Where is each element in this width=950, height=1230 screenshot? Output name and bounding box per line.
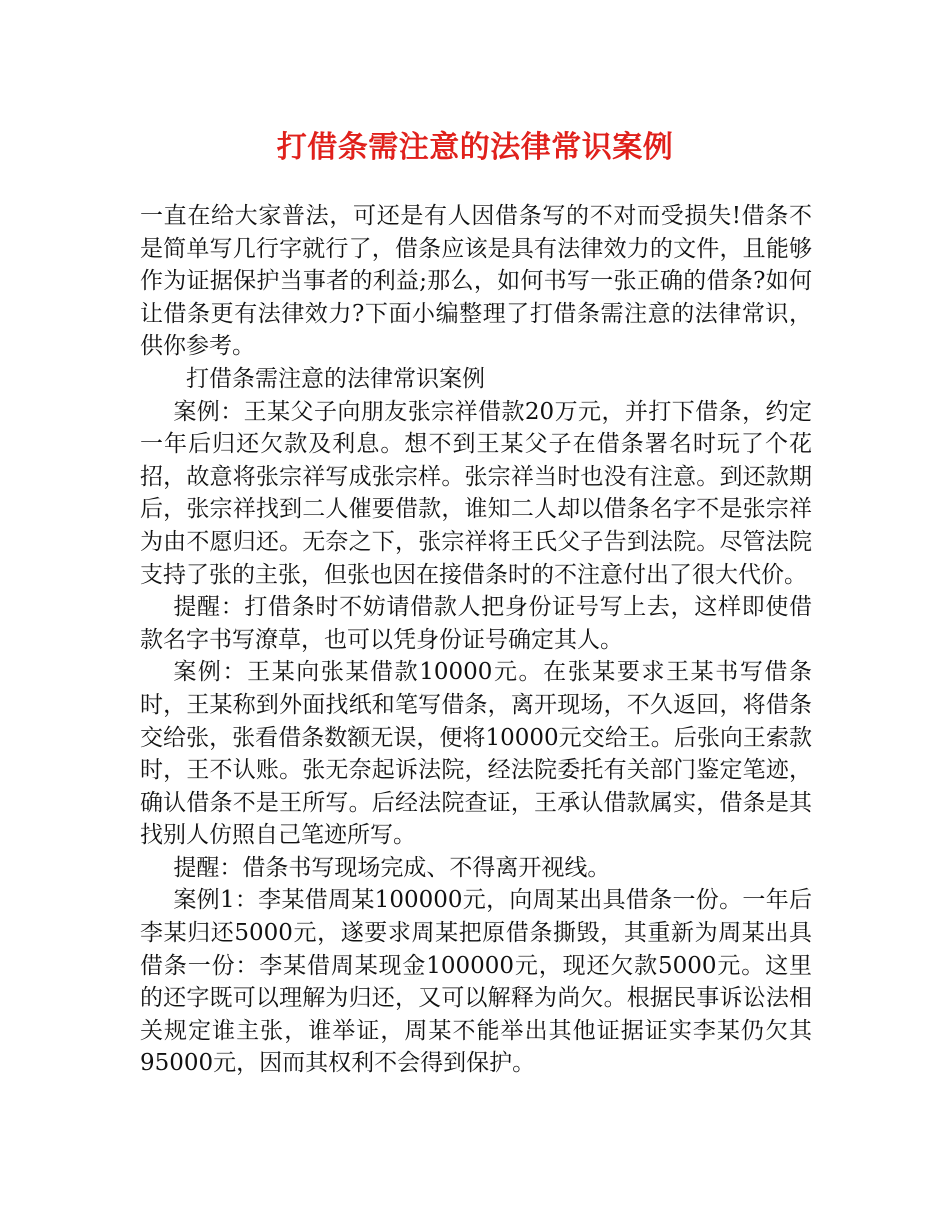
section-heading: 打借条需注意的法律常识案例 — [186, 365, 485, 392]
document-title: 打借条需注意的法律常识案例 — [276, 130, 674, 165]
intro-paragraph: 一直在给大家普法，可还是有人因借条写的不对而受损失!借条不是简单写几行字就行了，借条应该是具有法律效力的文件，且能够作为证据保护当事者的利益;那么，如何书写一张正确的借条?如何让借条更有法律效力?下面小编整理了打借条需注意的法律常识，供你参考。 — [140, 203, 812, 360]
case-paragraph-2: 案例：王某向张某借款10000元。在张某要求王某书写借条时，王某称到外面找纸和笔写借条，离开现场，不久返回，将借条交给张，张看借条数额无误，便将10000元交给王。后张向王索款时，王不认账。张无奈起诉法院，经法院委托有关部门鉴定笔迹，确认借条不是王所写。后经法院查证，王承认借款属实，借条是其找别人仿照自己笔迹所写。 — [140, 659, 812, 849]
case-paragraph-3: 案例1：李某借周某100000元，向周某出具借条一份。一年后李某归还5000元，遂要求周某把原借条撕毁，其重新为周某出具借条一份：李某借周某现金100000元，现还欠款5000元。这里的还字既可以理解为归还，又可以解释为尚欠。根据民事诉讼法相关规定谁主张，谁举证，周某不能举出其他证据证实李某仍欠其95000元，因而其权利不会得到保护。 — [140, 887, 812, 1077]
reminder-paragraph-2: 提醒：借条书写现场完成、不得离开视线。 — [173, 854, 611, 881]
case-paragraph-1: 案例：王某父子向朋友张宗祥借款20万元，并打下借条，约定一年后归还欠款及利息。想不到王某父子在借条署名时玩了个花招，故意将张宗祥写成张宗样。张宗祥当时也没有注意。到还款期后，张宗祥找到二人催要借款，谁知二人却以借条名字不是张宗祥为由不愿归还。无奈之下，张宗祥将王氏父子告到法院。尽管法院支持了张的主张，但张也因在接借条时的不注意付出了很大代价。 — [140, 398, 812, 588]
reminder-paragraph-1: 提醒：打借条时不妨请借款人把身份证号写上去，这样即使借款名字书写潦草，也可以凭身份证号确定其人。 — [140, 594, 812, 653]
document-body — [140, 200, 812, 1080]
